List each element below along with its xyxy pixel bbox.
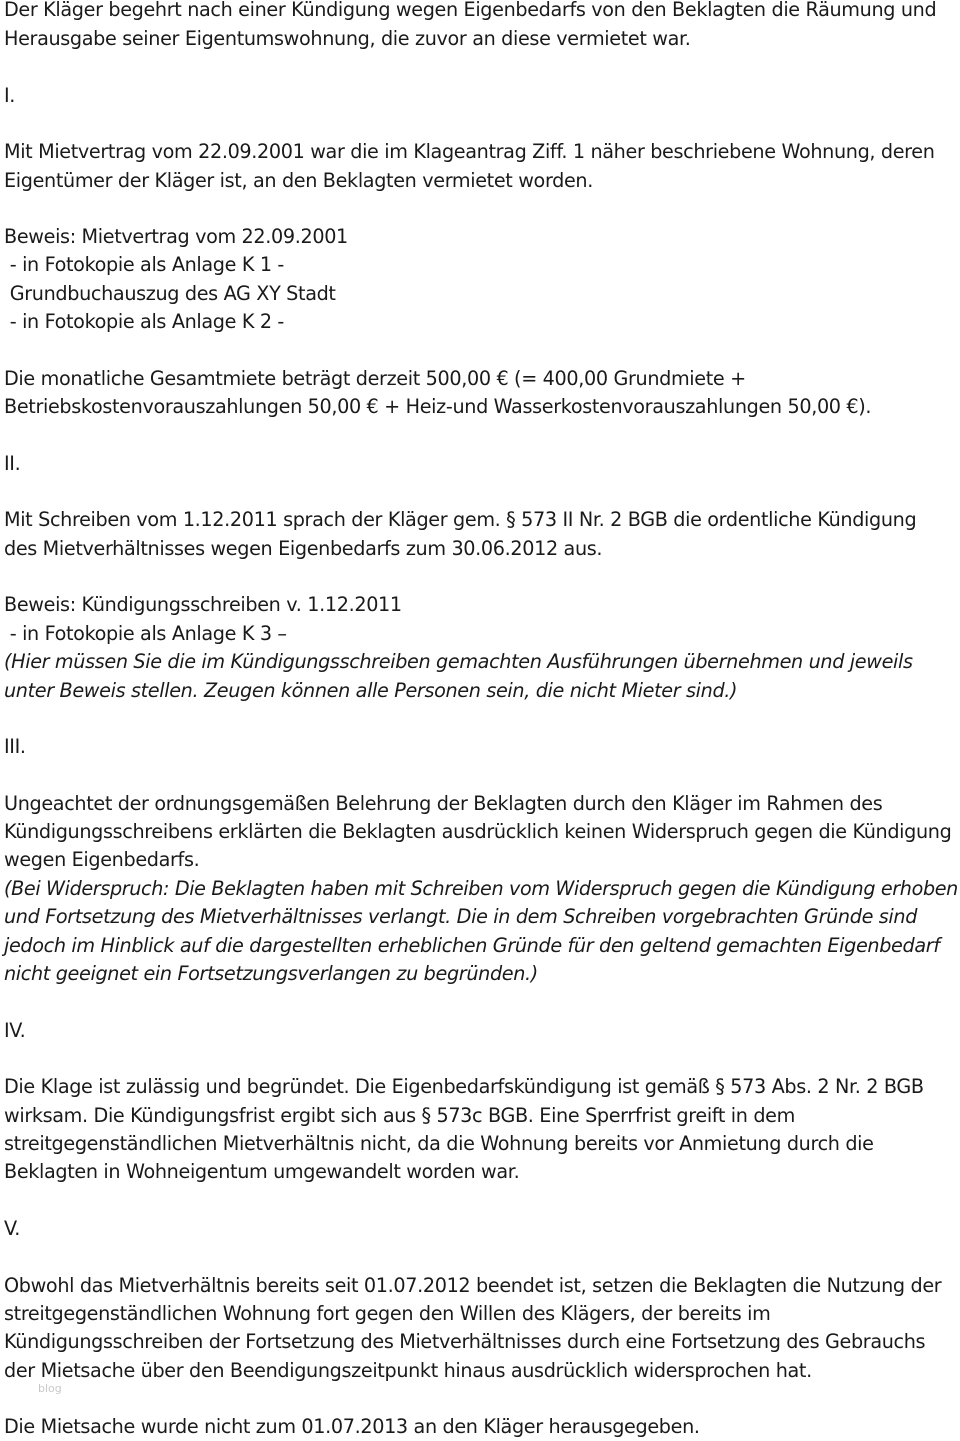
text-line: Die Klage ist zulässig und begründet. Die Eigenbedarfskündigung ist gemäß § 573 Abs. 2 Nr. 2 BGB	[4, 1075, 924, 1098]
instruction-note: und Fortsetzung des Mietverhältnisses verlangt. Die in dem Schreiben vorgebrachten Gründe sind	[4, 905, 918, 928]
text-line: Die monatliche Gesamtmiete beträgt derzeit 500,00 € (= 400,00 Grundmiete +	[4, 367, 746, 390]
text-line: Kündigungsschreiben der Fortsetzung des Mietverhältnisses durch eine Fortsetzung des Gebrauchs	[4, 1330, 926, 1353]
text-line: Beklagten in Wohneigentum umgewandelt worden war.	[4, 1160, 520, 1183]
section-heading: IV.	[4, 1019, 26, 1042]
text-line: Obwohl das Mietverhältnis bereits seit 01.07.2012 beendet ist, setzen die Beklagten die Nutzung der	[4, 1274, 942, 1297]
evidence-line: - in Fotokopie als Anlage K 1 -	[4, 253, 285, 276]
evidence-line: Grundbuchauszug des AG XY Stadt	[4, 282, 336, 305]
instruction-note: unter Beweis stellen. Zeugen können alle Personen sein, die nicht Mieter sind.)	[4, 679, 738, 702]
text-line: Ungeachtet der ordnungsgemäßen Belehrung der Beklagten durch den Kläger im Rahmen des	[4, 792, 883, 815]
text-line: Eigentümer der Kläger ist, an den Beklagten vermietet worden.	[4, 169, 593, 192]
text-line: Die Mietsache wurde nicht zum 01.07.2013 an den Kläger herausgegeben.	[4, 1415, 700, 1438]
text-line: der Mietsache über den Beendigungszeitpunkt hinaus ausdrücklich widersprochen hat.	[4, 1359, 812, 1382]
section-heading: I.	[4, 84, 16, 107]
section-heading: III.	[4, 735, 26, 758]
watermark: blog	[38, 1382, 62, 1395]
text-line: Mit Schreiben vom 1.12.2011 sprach der Kläger gem. § 573 II Nr. 2 BGB die ordentliche Kündigung	[4, 508, 917, 531]
section-heading: V.	[4, 1217, 21, 1240]
text-line: Der Kläger begehrt nach einer Kündigung wegen Eigenbedarfs von den Beklagten die Räumung und	[4, 0, 937, 21]
instruction-note: jedoch im Hinblick auf die dargestellten erheblichen Gründe für den geltend gemachten Eigenbedarf	[4, 934, 940, 957]
text-line: streitgegenständlichen Mietverhältnis nicht, da die Wohnung bereits vor Anmietung durch die	[4, 1132, 874, 1155]
instruction-note: (Hier müssen Sie die im Kündigungsschreiben gemachten Ausführungen übernehmen und jeweils	[4, 650, 913, 673]
text-line: wegen Eigenbedarfs.	[4, 848, 200, 871]
evidence-line: Beweis: Kündigungsschreiben v. 1.12.2011	[4, 593, 402, 616]
text-line: Betriebskostenvorauszahlungen 50,00 € + Heiz-und Wasserkostenvorauszahlungen 50,00 €).	[4, 395, 872, 418]
text-line: streitgegenständlichen Wohnung fort gegen den Willen des Klägers, der bereits im	[4, 1302, 771, 1325]
text-line: Herausgabe seiner Eigentumswohnung, die zuvor an diese vermietet war.	[4, 27, 691, 50]
instruction-note: nicht geeignet ein Fortsetzungsverlangen zu begründen.)	[4, 962, 538, 985]
evidence-line: Beweis: Mietvertrag vom 22.09.2001	[4, 225, 348, 248]
section-heading: II.	[4, 452, 21, 475]
evidence-line: - in Fotokopie als Anlage K 3 –	[4, 622, 287, 645]
text-line: wirksam. Die Kündigungsfrist ergibt sich aus § 573c BGB. Eine Sperrfrist greift in dem	[4, 1104, 795, 1127]
instruction-note: (Bei Widerspruch: Die Beklagten haben mit Schreiben vom Widerspruch gegen die Kündigung erhoben	[4, 877, 958, 900]
text-line: Mit Mietvertrag vom 22.09.2001 war die im Klageantrag Ziff. 1 näher beschriebene Wohnung, deren	[4, 140, 935, 163]
text-line: Kündigungsschreibens erklärten die Beklagten ausdrücklich keinen Widerspruch gegen die Kündigung	[4, 820, 952, 843]
text-line: des Mietverhältnisses wegen Eigenbedarfs zum 30.06.2012 aus.	[4, 537, 603, 560]
evidence-line: - in Fotokopie als Anlage K 2 -	[4, 310, 285, 333]
